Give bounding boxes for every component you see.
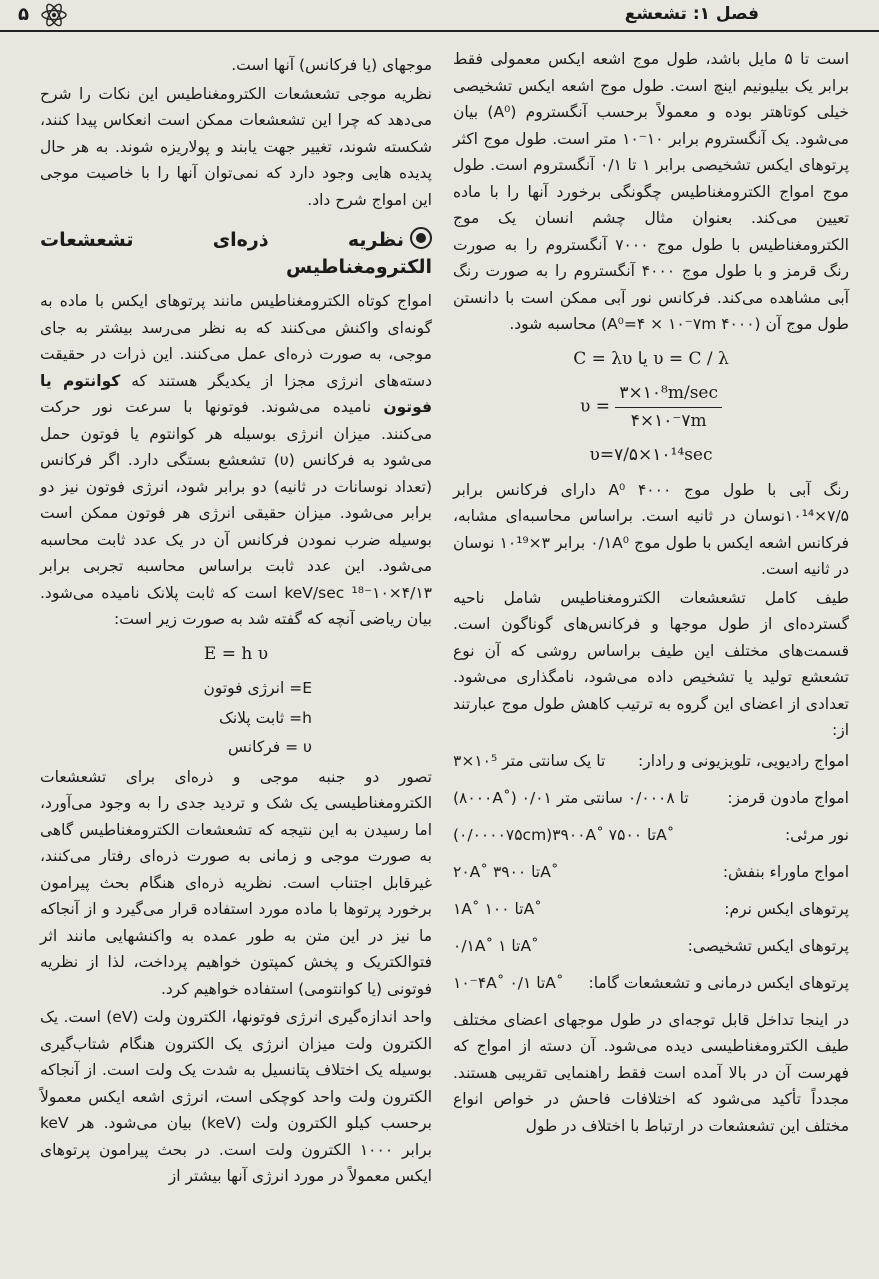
paragraph: رنگ آبی با طول موج ۴۰۰۰ A⁰ دارای فرکانس برابر ۷/۵×۱۰¹⁴نوسان در ثانیه است. براساس محاسبه‌ای مشابه، فرکانس اشعه ایکس با طول موج ۰/۱A⁰ برابر ۳×۱۰¹⁹ نوسان در ثانیه است. bbox=[453, 480, 849, 578]
section-heading-text: نظریه ذره‌ای تشعشعات الکترومغناطیس bbox=[40, 229, 432, 278]
spectrum-range: ۲۰A˚ تا ۳۹۰۰A˚ bbox=[453, 862, 559, 881]
page-number: ۵ bbox=[18, 4, 29, 25]
equation-lhs: υ = bbox=[580, 396, 610, 417]
fraction-denominator: ۴×۱۰⁻۷m bbox=[630, 410, 707, 431]
spectrum-name: امواج ماوراء بنفش: bbox=[722, 862, 849, 881]
spectrum-list bbox=[453, 748, 849, 1007]
chapter-title: فصل ۱: تشعشع bbox=[624, 4, 759, 24]
fraction-numerator: ۳×۱۰⁸m/sec bbox=[615, 380, 722, 408]
list-item bbox=[453, 933, 849, 970]
paragraph: موجهای (یا فرکانس) آنها است. bbox=[231, 56, 432, 74]
spectrum-name: پرتوهای ایکس تشخیصی: bbox=[687, 936, 849, 955]
list-item bbox=[453, 822, 849, 859]
spectrum-name: امواج رادیویی، تلویزیونی و رادار: bbox=[638, 751, 849, 770]
paragraph: نظریه موجی تشعشعات الکترومغناطیس این نکات را شرح می‌دهد که چرا این تشعشعات ممکن است انعکاس پیدا کنند، شکسته شوند، تغییر جهت یابند و پولاریزه شوند. به هر حال پدیده هایی وجود دارد که نمی‌توان آنها را با خاصیت موجی این امواج شرح داد. bbox=[40, 84, 432, 209]
section-heading bbox=[40, 227, 432, 280]
definition-item: h= ثابت پلانک bbox=[219, 708, 312, 727]
paragraph bbox=[40, 288, 432, 633]
paragraph: واحد اندازه‌گیری انرژی فوتونها، الکترون ولت (eV) است. یک الکترون ولت میزان انرژی یک الکترون هنگام شتاب‌گیری بوسیله یک اختلاف پتانسیل به شدت یک ولت است. از آنجاکه الکترون ولت واحد کوچکی است، انرژی اشعه ایکس معمولاً برحسب کیلو الکترون ولت (keV) بیان می‌شود. هر keV برابر ۱۰۰۰ الکترون ولت است. در بحث پیرامون پرتوهای ایکس معمولاً در مورد انرژی آنها بیشتر از bbox=[40, 1008, 433, 1185]
list-item bbox=[453, 748, 849, 785]
equation-planck: E = h υ bbox=[203, 643, 269, 664]
list-item bbox=[453, 785, 849, 822]
definition-list bbox=[40, 675, 432, 761]
spectrum-name: پرتوهای ایکس درمانی و تشعشعات گاما: bbox=[588, 973, 849, 992]
spectrum-range: ۱A˚ تا ۱۰۰A˚ bbox=[453, 899, 542, 918]
paragraph-text: نامیده می‌شوند. فوتونها با سرعت نور حرکت می‌کنند. میزان انرژی بوسیله هر کوانتوم یا فوتون حمل می‌شود به فرکانس (υ) تشعشع بستگی دارد. اگر فرکانس (تعداد نوسانات در ثانیه) دو برابر شود، انرژی فوتون نیز دو برابر می‌شود. میزان حقیقی انرژی هر فوتون ممکن است بوسیله ضرب نمودن فرکانس آن در یک عدد ثابت محاسبه می‌شود. این عدد ثابت براساس محاسبه تجربی برابر ۴/۱۳×۱۰⁻¹⁸ keV/sec است که ثابت پلانک نامیده می‌شود. بیان ریاضی آنچه که گفته شد به صورت زیر است: bbox=[40, 398, 433, 628]
equation-frequency bbox=[453, 380, 849, 434]
fraction bbox=[615, 380, 722, 434]
list-item bbox=[453, 970, 849, 1007]
spectrum-name: پرتوهای ایکس نرم: bbox=[724, 899, 849, 918]
paragraph: طیف کامل تشعشعات الکترومغناطیس شامل ناحیه گسترده‌ای از طول موجها و فرکانس‌های گوناگون است. قسمت‌های مختلف این طیف براساس روشی که آن نوع تشعشع تولید یا تشخیص داده می‌شود، نامگذاری می‌شود. تعدادی از اعضای این گروه به ترتیب کاهش طول موج عبارتند از: bbox=[453, 588, 849, 739]
list-item bbox=[453, 896, 849, 933]
paragraph: تصور دو جنبه موجی و ذره‌ای برای تشعشعات الکترومغناطیسی یک شک و تردید جدی را به وجود می‌آورد، اما رسیدن به این نتیجه که تشعشعات الکترومغناطیس گاهی به صورت موجی و زمانی به صورت ذره‌ای رفتار می‌کنند، غیرقابل اجتناب است. نظریه ذره‌ای هنگام بحث پیرامون برخورد پرتوها با ماده مورد استفاده قرار می‌گیرد و از آنجاکه ما نیز در این متن به طور عمده به واکنشهایی مانند اثر فتوالکتریک و پخش کمپتون خواهیم پرداخت، لذا از نظریه فوتونی (یا کوانتومی) استفاده خواهیم کرد. bbox=[40, 767, 432, 998]
spectrum-range: (۰/۰۰۰۰۷۵cm)۳۹۰۰A˚ تا ۷۵۰۰A˚ bbox=[453, 825, 675, 844]
paragraph: است تا ۵ مایل باشد، طول موج اشعه ایکس معمولی فقط برابر یک بیلیونیم اینچ است. طول موج اشعه ایکس تشخیصی خیلی کوتاهتر بوده و معمولاً برحسب آنگستروم (A⁰) بیان می‌شود. یک آنگستروم برابر ۱۰⁻۱۰ متر است. طول موج اکثر پرتوهای ایکس تشخیصی برابر ۱ تا ۰/۱ آنگستروم است. طول موج امواج الکترومغناطیس چگونگی برخورد آنها را با ماده تعیین می‌کند. بعنوان مثال چشم انسان یک موج الکترومغناطیس با طول موج ۷۰۰۰ آنگستروم را به صورت رنگ قرمز و با طول موج ۴۰۰۰ آنگستروم را به صورت رنگ آبی مشاهده می‌کند. فرکانس نور آبی ممکن است با دانستن طول موج آن (۴۰۰۰ A⁰=۴ × ۱۰⁻۷m) محاسبه شود. bbox=[453, 50, 850, 333]
spectrum-name: امواج مادون قرمز: bbox=[727, 788, 849, 807]
equation-result: υ=۷/۵×۱۰¹⁴sec bbox=[589, 445, 713, 465]
spectrum-range: ۳×۱۰⁵ تا یک سانتی متر bbox=[453, 751, 606, 770]
bullet-icon bbox=[410, 227, 432, 249]
bold-term: کوانتوم یا فوتون bbox=[40, 371, 432, 416]
paragraph-text: امواج کوتاه الکترومغناطیس مانند پرتوهای ایکس با ماده به گونه‌ای واکنش می‌کنند که به نظر می‌رسد بیشتر به جای موجی، به صورت ذره‌ای عمل می‌کنند. این ذرات در حقیقت دسته‌های انرژی مجزا از یکدیگر هستند که bbox=[40, 292, 432, 390]
spectrum-range: (۸۰۰۰A˚) ۰/۰۱ تا ۰/۰۰۰۸ سانتی متر bbox=[453, 788, 689, 807]
spectrum-range: ۱۰⁻۴A˚ تا ۰/۱A˚ bbox=[453, 973, 564, 992]
definition-item: υ = فرکانس bbox=[228, 738, 312, 756]
definition-item: E= انرژی فوتون bbox=[203, 679, 312, 697]
list-item bbox=[453, 859, 849, 896]
page-header bbox=[0, 0, 879, 32]
atom-icon bbox=[40, 2, 68, 28]
paragraph: در اینجا تداخل قابل توجه‌ای در طول موجهای اعضای مختلف طیف الکترومغناطیسی دیده می‌شود. آن دسته از امواج که فهرست آن در بالا آمده است فقط راهنمایی تقریبی هستند. مجدداً تأکید می‌شود که اختلافات فاحش در خواص انواع مختلف این تشعشعات در ارتباط با اختلاف در طول bbox=[453, 1010, 849, 1135]
spectrum-range: ۰/۱A˚ تا ۱A˚ bbox=[453, 936, 539, 955]
equation-wave-speed: C = λυ یا υ = C / λ bbox=[573, 348, 729, 369]
right-column bbox=[453, 46, 849, 1141]
spectrum-name: نور مرئی: bbox=[784, 825, 849, 844]
left-column bbox=[40, 52, 432, 1192]
